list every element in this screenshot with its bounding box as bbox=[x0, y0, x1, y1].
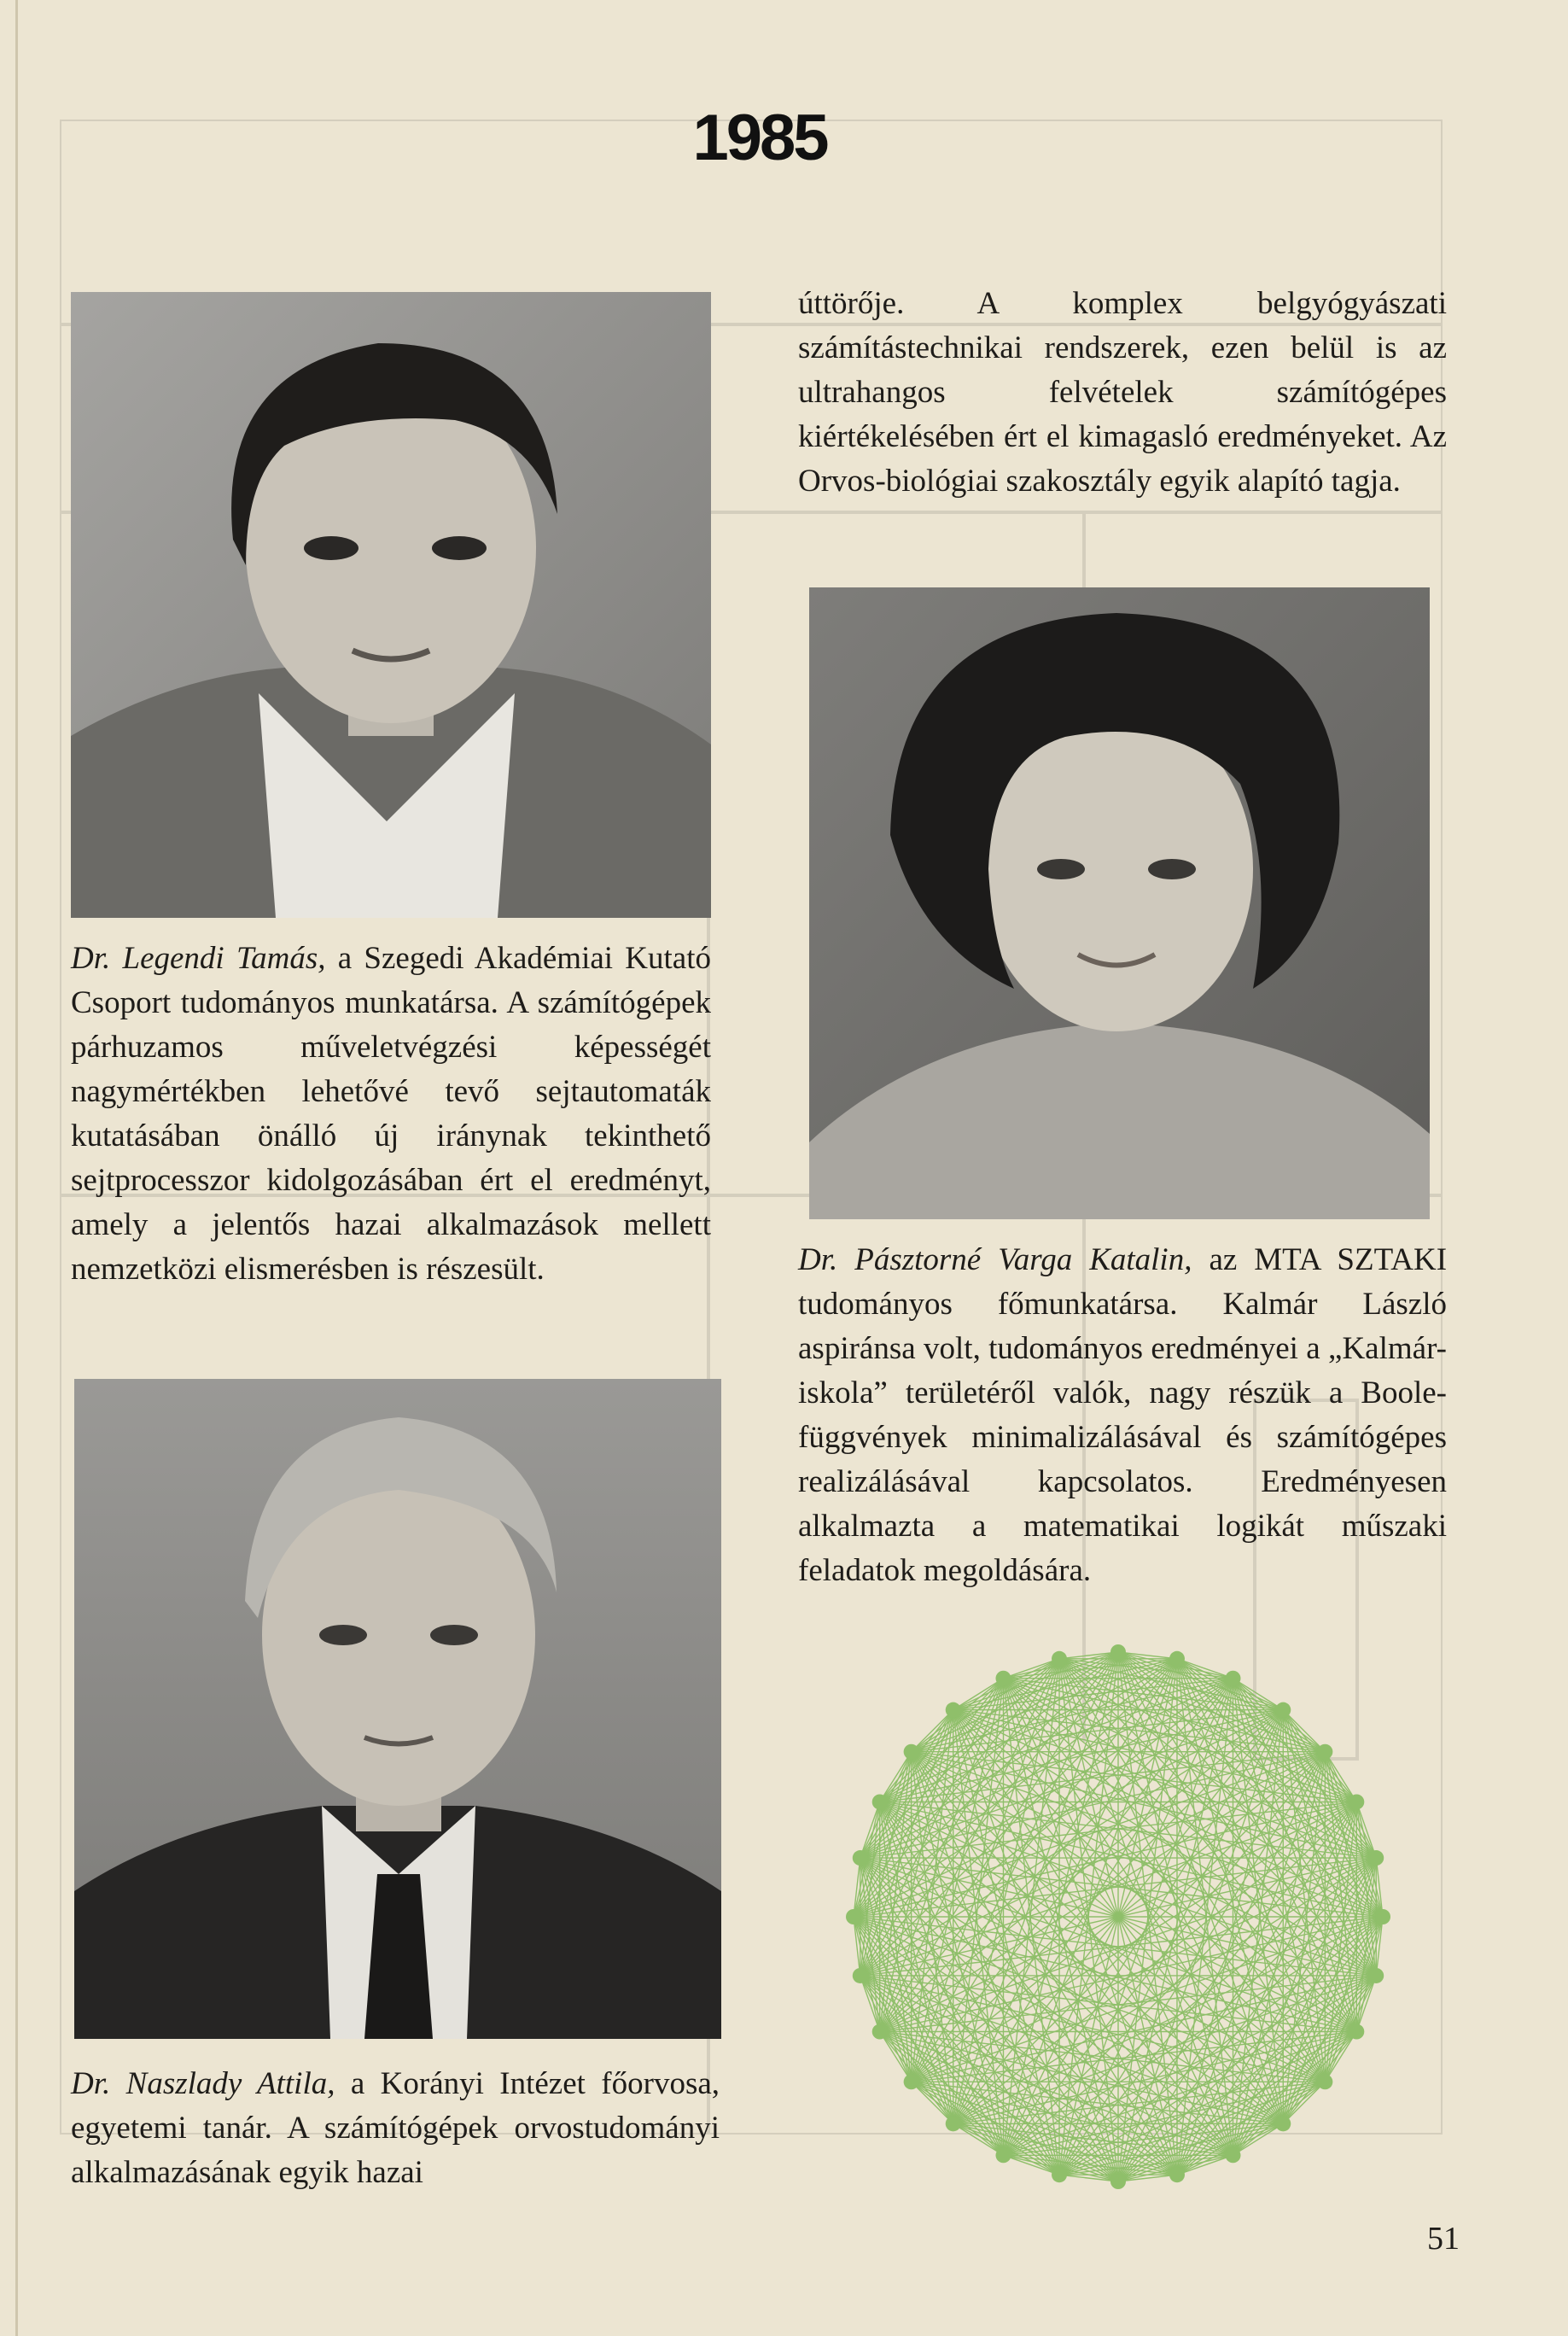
string-art-line bbox=[1283, 2082, 1325, 2123]
string-art-line bbox=[912, 2082, 953, 2123]
portrait-legendi-image bbox=[71, 292, 711, 918]
string-art-node bbox=[1169, 1651, 1185, 1667]
string-art-node bbox=[1317, 2074, 1332, 2089]
string-art-line bbox=[880, 2032, 1004, 2156]
string-art-line bbox=[1233, 2032, 1357, 2156]
string-art-node bbox=[872, 1794, 888, 1809]
string-art-node bbox=[904, 2074, 919, 2089]
string-art-node bbox=[1317, 1744, 1332, 1760]
string-art-line bbox=[912, 1710, 953, 1752]
portrait-pasztorne bbox=[809, 587, 1430, 1219]
caption-naszlady bbox=[71, 2062, 720, 2195]
page-edge bbox=[15, 0, 18, 2336]
string-art-node bbox=[946, 2116, 961, 2131]
caption-naszlady-continued bbox=[798, 282, 1447, 504]
string-art-node bbox=[995, 1671, 1011, 1686]
caption-pasztorne-name: Dr. Pásztorné Varga Katalin, bbox=[798, 1242, 1192, 1277]
caption-legendi-name: Dr. Legendi Tamás, bbox=[71, 941, 326, 976]
string-art-node bbox=[1226, 2147, 1241, 2163]
string-art-node bbox=[853, 1968, 868, 1983]
string-art-node bbox=[872, 2024, 888, 2040]
caption-naszlady-body: a Korányi Intézet főorvosa, egyetemi tanár. A számítógépek orvostudományi alkalmazásának egyik hazai bbox=[71, 2066, 720, 2190]
string-art-node bbox=[1226, 1671, 1241, 1686]
string-art-node bbox=[1110, 2174, 1126, 2189]
portrait-pasztorne-image bbox=[809, 587, 1430, 1219]
string-art-node bbox=[1368, 1968, 1384, 1983]
page-number: 51 bbox=[1427, 2221, 1460, 2257]
string-art-node bbox=[1349, 2024, 1364, 2040]
string-art-node bbox=[1275, 2116, 1291, 2131]
string-art-node bbox=[853, 1850, 868, 1866]
caption-pasztorne-body: az MTA SZTAKI tudományos főmunkatársa. Kalmár László aspiránsa volt, tudományos eredményei a „Kalmár-iskola” területéről valók, nagy részük a Boole-függvények minimalizálásával és számítógépes realizálásával kapcsolatos. Eredményesen alkalmazta a matematikai logikát műszaki feladatok megoldására. bbox=[798, 1242, 1448, 1588]
string-art-node bbox=[946, 1702, 961, 1718]
decorative-string-art bbox=[841, 1639, 1396, 2194]
string-art-node bbox=[1349, 1794, 1364, 1809]
string-art-line bbox=[880, 1679, 1004, 1802]
string-art-node bbox=[1052, 1651, 1067, 1667]
string-art-node bbox=[1110, 1644, 1126, 1660]
string-art-node bbox=[1052, 2167, 1067, 2182]
string-art-node bbox=[904, 1744, 919, 1760]
caption-naszlady-continued-body: úttörője. A komplex belgyógyászati számítástechnikai rendszerek, ezen belül is az ultrahangos felvételek számítógépes kiértékelésében ért el kimagasló eredményeket. Az Orvos-biológiai szakosztály egyik alapító tagja. bbox=[798, 286, 1447, 499]
string-art-node bbox=[1275, 1702, 1291, 1718]
string-art-node bbox=[1368, 1850, 1384, 1866]
caption-legendi-body: a Szegedi Akadémiai Kutató Csoport tudományos munkatársa. A számítógépek párhuzamos műveletvégzési képességét nagymértékben lehetővé tevő sejtautomaták kutatásában önálló új iránynak tekinthető sejtprocesszor kidolgozásában ért el eredményt, amely a jelentős hazai alkalmazások mellett nemzetközi elismerésben is részesült. bbox=[71, 941, 711, 1287]
string-art-node bbox=[846, 1909, 861, 1924]
caption-legendi bbox=[71, 937, 711, 1292]
string-art-node bbox=[995, 2147, 1011, 2163]
string-art-node bbox=[1375, 1909, 1390, 1924]
portrait-legendi bbox=[71, 292, 711, 918]
string-art-node bbox=[1169, 2167, 1185, 2182]
portrait-naszlady bbox=[74, 1379, 721, 2039]
caption-pasztorne bbox=[798, 1238, 1447, 1593]
string-art-line bbox=[1233, 1679, 1357, 1802]
caption-naszlady-name: Dr. Naszlady Attila, bbox=[71, 2066, 335, 2101]
portrait-naszlady-image bbox=[74, 1379, 721, 2039]
string-art-line bbox=[1283, 1710, 1325, 1752]
page-title: 1985 bbox=[692, 102, 827, 174]
string-art-line bbox=[1059, 1659, 1376, 1976]
